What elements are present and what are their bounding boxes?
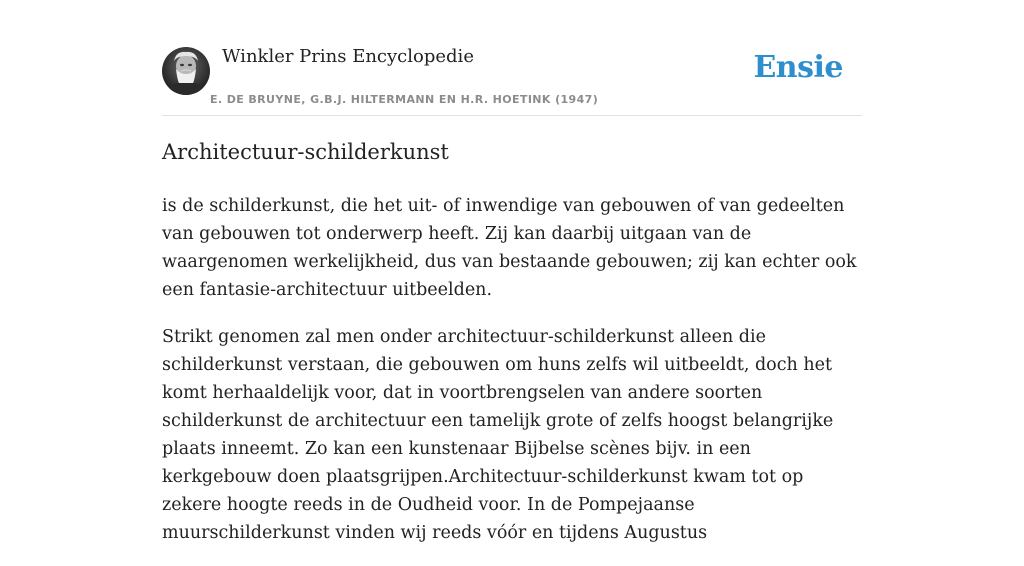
source-authors: E. DE BRUYNE, G.B.J. HILTERMANN EN H.R. HOETINK (1947) — [210, 93, 599, 106]
article-title: Architectuur-schilderkunst — [162, 140, 449, 164]
ensie-logo-link[interactable]: Ensie — [753, 50, 843, 85]
author-avatar[interactable] — [162, 47, 210, 95]
source-header — [162, 0, 862, 116]
page-content — [162, 0, 862, 543]
article-paragraph-1: is de schilderkunst, die het uit- of inwendige van gebouwen of van gedeelten van gebouwen tot onderwerp heeft. Zij kan daarbij uitgaan van de waargenomen werkelijkheid, dus van bestaande gebouwen; zij kan echter ook een fantasie-architectuur uitbeelden. — [162, 196, 857, 300]
source-title[interactable]: Winkler Prins Encyclopedie — [222, 46, 474, 67]
article-body — [162, 192, 862, 566]
article-paragraph-2: Strikt genomen zal men onder architectuur-schilderkunst alleen die schilderkunst verstaan, die gebouwen om huns zelfs wil uitbeeldt, doch het komt herhaaldelijk voor, dat in voortbrengselen van andere soorten schilderkunst de architectuur een tamelijk grote of zelfs hoogst belangrijke plaats inneemt. Zo kan een kunstenaar Bijbelse scènes bijv. in een kerkgebouw doen plaatsgrijpen.Architectuur-schilderkunst kwam tot op zekere hoogte reeds in de Oudheid voor. In de Pompejaanse muurschilderkunst vinden wij reeds vóór en tijdens Augustus — [162, 327, 834, 543]
bearded-man-portrait-icon — [162, 47, 210, 95]
